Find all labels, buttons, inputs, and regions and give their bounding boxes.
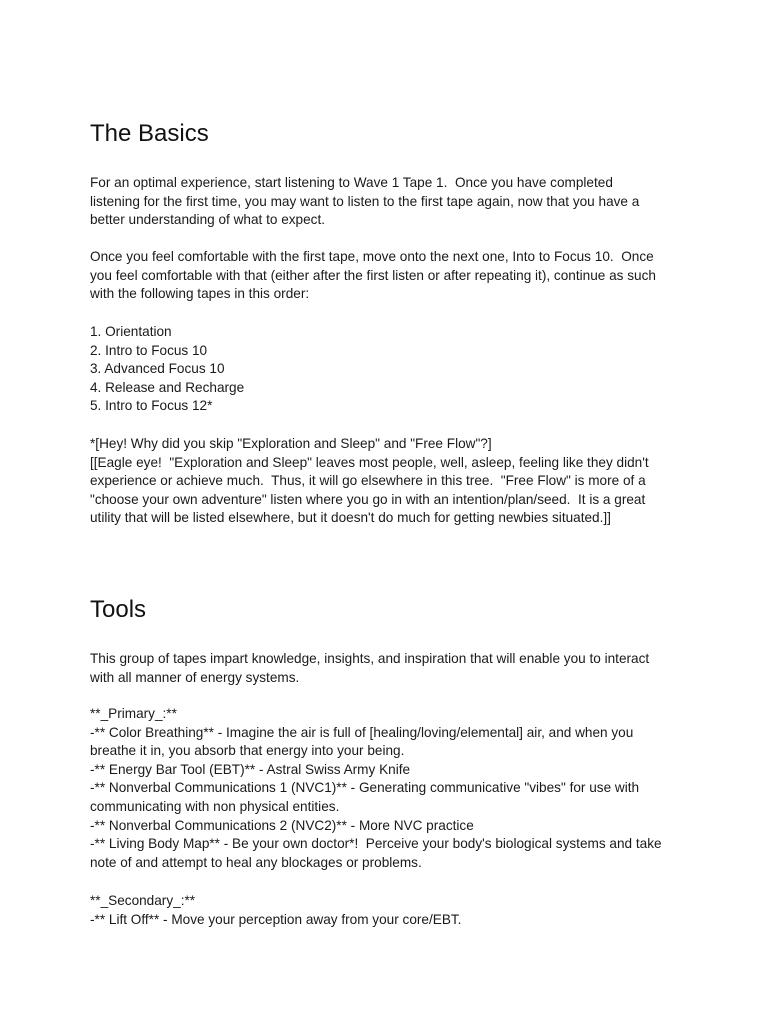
text-line: breathe it in, you absorb that energy into your being. <box>90 743 405 759</box>
text-line: with the following tapes in this order: <box>90 286 310 302</box>
paragraph-tools-intro <box>90 650 649 687</box>
tape-order-list <box>90 323 244 416</box>
paragraph-getting-started <box>90 174 639 230</box>
text-line: -** Nonverbal Communications 1 (NVC1)** - Generating communicative "vibes" for use with <box>90 780 640 796</box>
text-line: *[Hey! Why did you skip "Exploration and Sleep" and "Free Flow"?] <box>90 436 492 451</box>
text-line: [[Eagle eye! "Exploration and Sleep" leaves most people, well, asleep, feeling like they didn't <box>90 454 649 470</box>
text-line: you feel comfortable with that (either after the first listen or after repeating it), continue as such <box>90 267 656 283</box>
text-line: communicating with non physical entities. <box>90 798 340 814</box>
text-line: utility that will be listed elsewhere, but it doesn't do much for getting newbies situated.]] <box>90 510 611 526</box>
text-line: with all manner of energy systems. <box>90 669 300 685</box>
text-line: listening for the first time, you may want to listen to the first tape again, now that you have a <box>90 193 640 209</box>
text-line: better understanding of what to expect. <box>90 212 326 228</box>
list-item: 5. Intro to Focus 12* <box>90 398 213 414</box>
section-heading-tools: Tools <box>90 596 147 623</box>
text-line: -** Nonverbal Communications 2 (NVC2)** - More NVC practice <box>90 817 474 833</box>
list-item: 4. Release and Recharge <box>90 379 245 395</box>
list-item: 2. Intro to Focus 10 <box>90 342 208 358</box>
text-line: -** Energy Bar Tool (EBT)** - Astral Swiss Army Knife <box>90 761 411 777</box>
text-line: -** Living Body Map** - Be your own doctor*! Perceive your body's biological systems and take <box>90 836 662 852</box>
text-line: This group of tapes impart knowledge, insights, and inspiration that will enable you to interact <box>90 651 650 666</box>
text-line: For an optimal experience, start listening to Wave 1 Tape 1. Once you have completed <box>90 175 613 190</box>
text-line: note of and attempt to heal any blockages or problems. <box>90 854 422 870</box>
text-line: **_Primary_:** <box>90 706 177 721</box>
text-line: -** Lift Off** - Move your perception away from your core/EBT. <box>90 911 462 927</box>
section-heading-basics: The Basics <box>90 120 209 147</box>
list-item: 1. Orientation <box>90 324 172 339</box>
paragraph-next-tapes <box>90 248 656 304</box>
primary-tools-list <box>90 705 662 872</box>
list-item: 3. Advanced Focus 10 <box>90 361 225 377</box>
text-line: Once you feel comfortable with the first tape, move onto the next one, Into to Focus 10. Once <box>90 249 654 264</box>
text-line: **_Secondary_:** <box>90 893 196 908</box>
text-line: -** Color Breathing** - Imagine the air is full of [healing/loving/elemental] air, and when you <box>90 724 634 740</box>
text-line: "choose your own adventure" listen where you go in with an intention/plan/seed. It is a great <box>90 491 646 507</box>
text-line: experience or achieve much. Thus, it will go elsewhere in this tree. "Free Flow" is more of a <box>90 473 646 489</box>
paragraph-footnote <box>90 435 649 528</box>
secondary-tools-list <box>90 892 461 929</box>
